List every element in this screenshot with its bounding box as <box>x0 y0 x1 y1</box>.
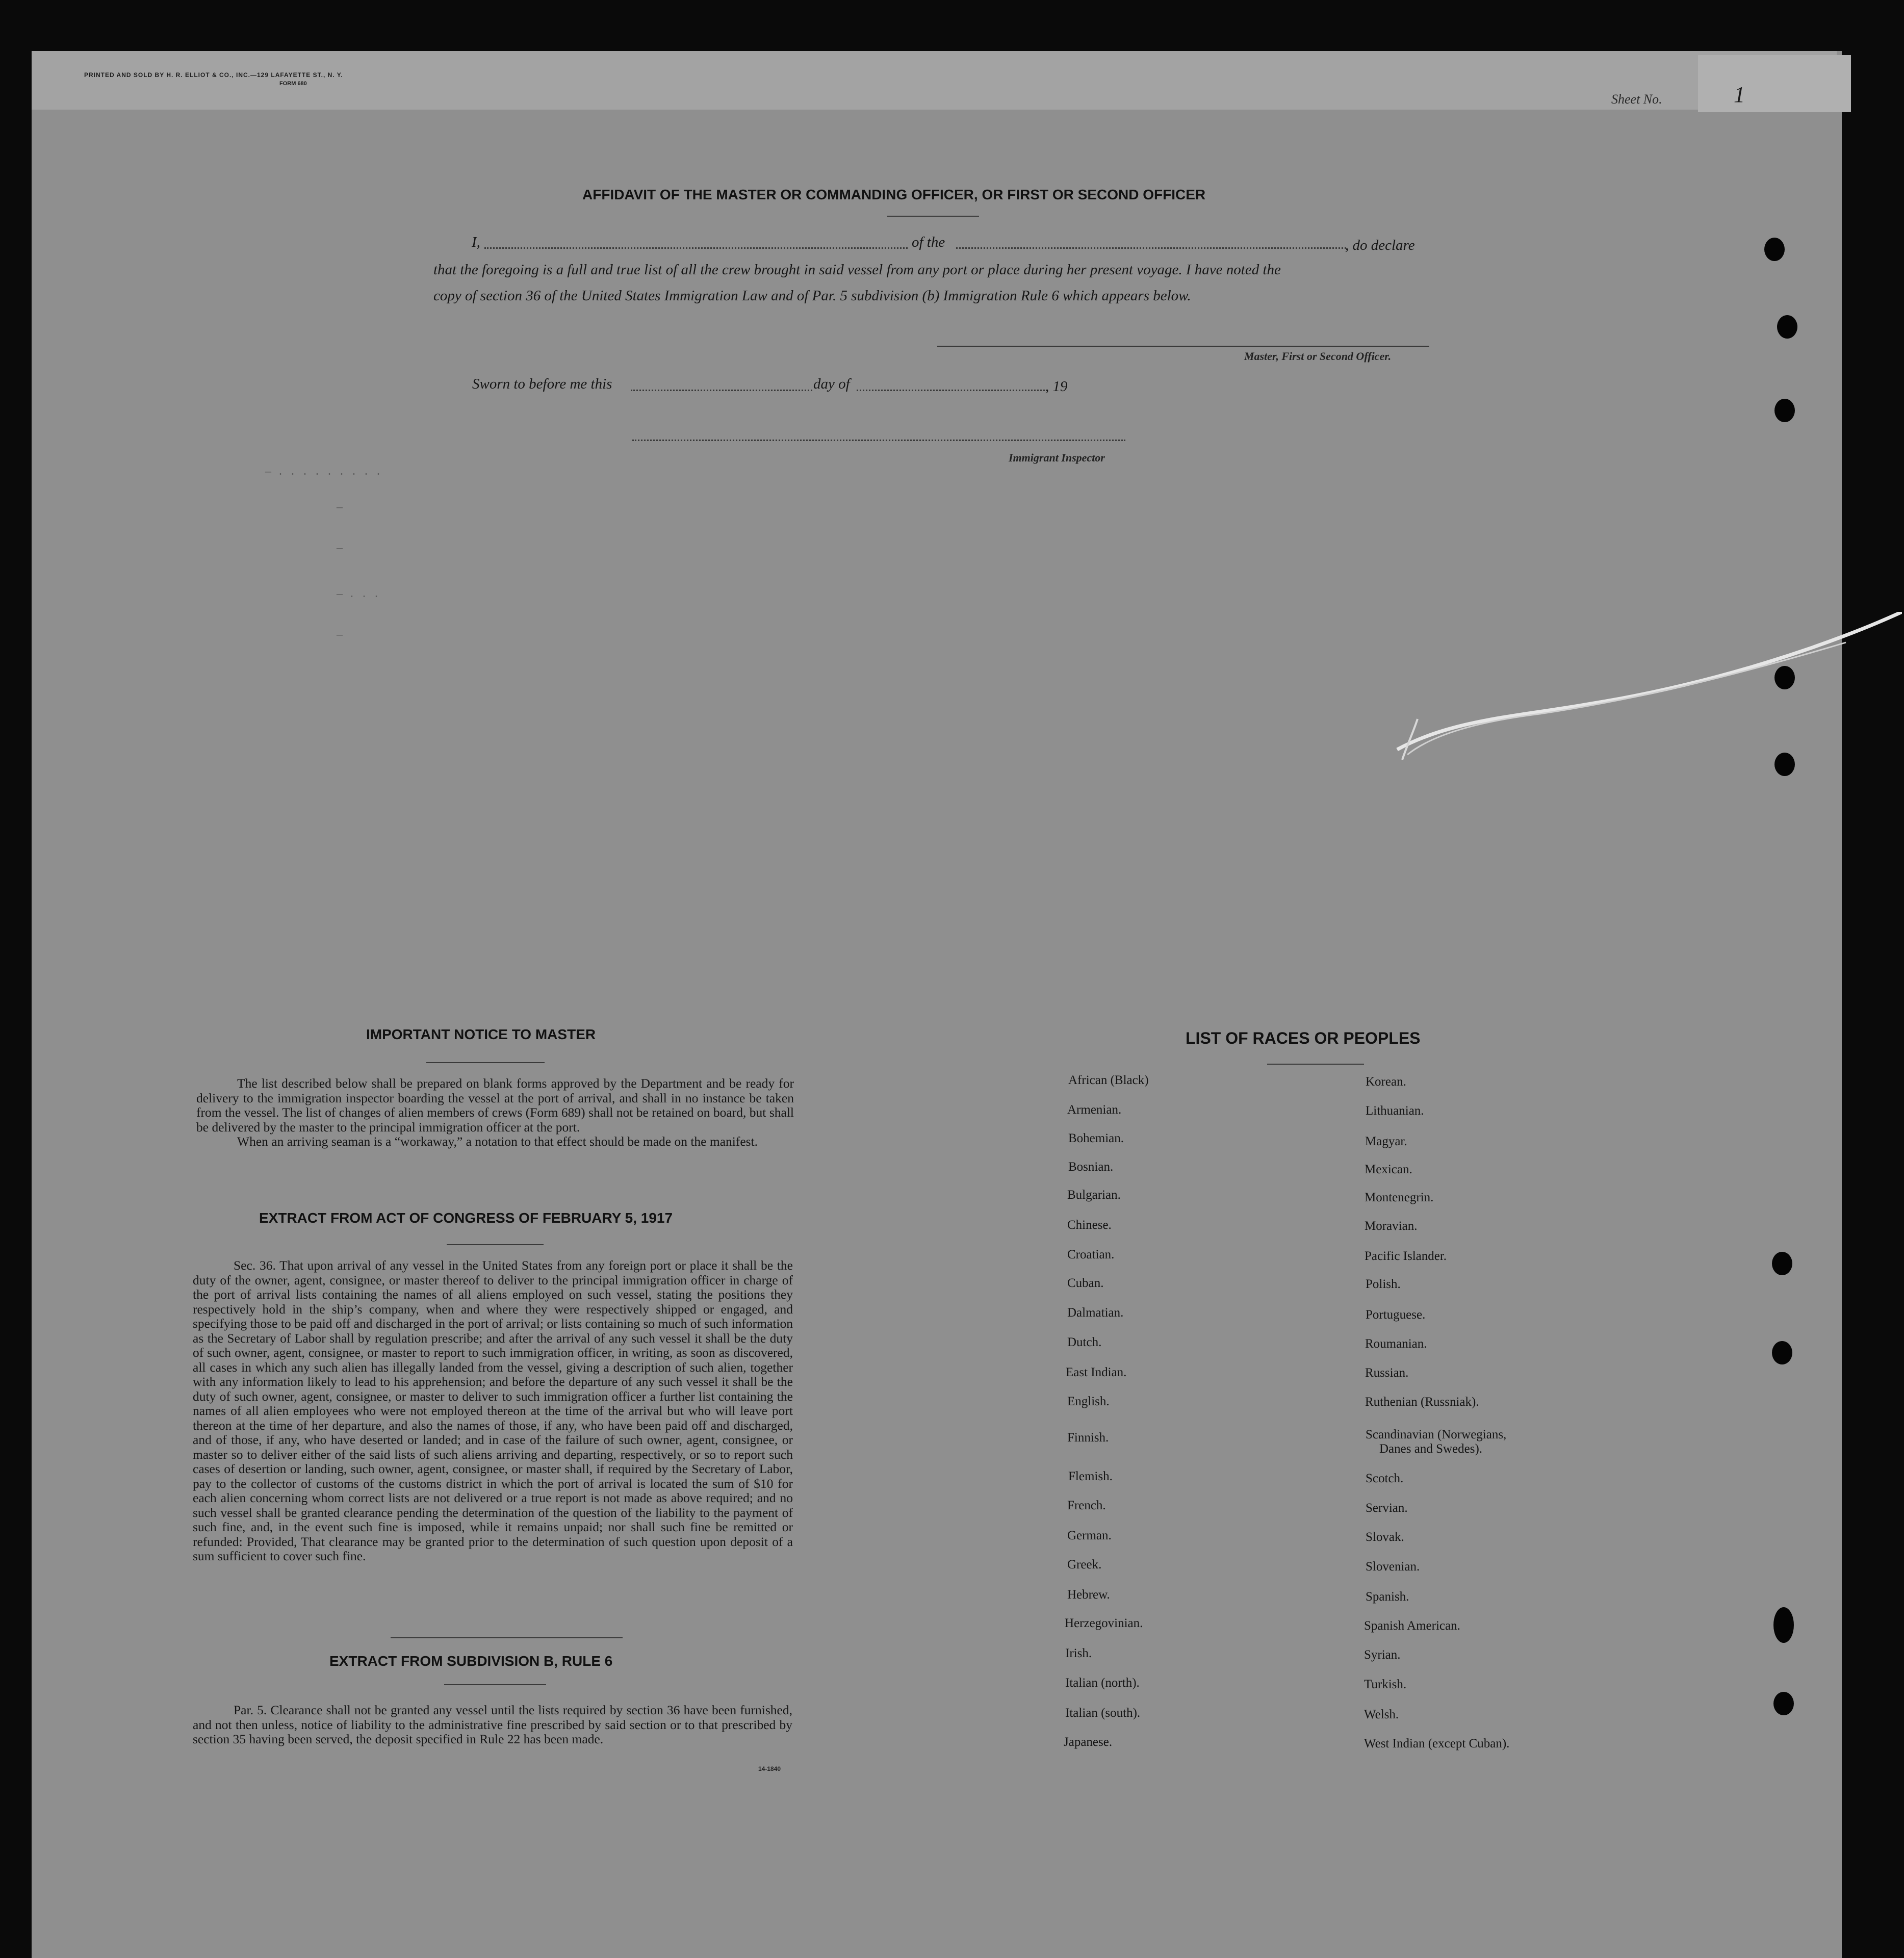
race-list-item: Lithuanian. <box>1366 1104 1424 1118</box>
race-list-item: Turkish. <box>1364 1678 1407 1691</box>
punch-hole <box>1774 399 1795 422</box>
master-name-field[interactable] <box>484 247 908 249</box>
races-title: LIST OF RACES OR PEOPLES <box>1186 1029 1421 1047</box>
race-list-item: Moravian. <box>1365 1219 1418 1233</box>
extract-rule-body <box>193 1703 792 1747</box>
affidavit-title-rule <box>887 216 979 217</box>
race-list-item: West Indian (except Cuban). <box>1364 1737 1510 1750</box>
race-list-item: Slovak. <box>1366 1530 1404 1544</box>
paragraph-5-text: Par. 5. Clearance shall not be granted any vessel until the lists required by section 36 have been furnished, and not then unless, notice of liability to the administrative fine prescribed by said section or to that prescribed by section 35 having been served, the deposit specified in Rule 22 has been made. <box>193 1703 792 1746</box>
race-list-item: Italian (south). <box>1065 1706 1141 1720</box>
race-list-item: German. <box>1067 1529 1112 1542</box>
race-list-item: Spanish American. <box>1364 1619 1460 1633</box>
race-list-item: Syrian. <box>1364 1648 1401 1662</box>
race-list-item: East Indian. <box>1066 1366 1127 1379</box>
sheet-number-label: Sheet No. <box>1611 92 1662 107</box>
punch-hole <box>1777 315 1797 339</box>
bleed-through-text: — <box>337 543 343 555</box>
affidavit-line-1b: of the <box>912 234 945 250</box>
sheet-corner <box>1698 55 1851 112</box>
race-list-item: Irish. <box>1065 1646 1092 1660</box>
affidavit-line-3: copy of section 36 of the United States Immigration Law and of Par. 5 subdivision (b) Immigration Rule 6 which appears below. <box>433 288 1191 304</box>
race-list-item: Korean. <box>1366 1075 1406 1089</box>
race-list-item: Croatian. <box>1067 1248 1115 1261</box>
sworn-month-field[interactable] <box>857 390 1048 391</box>
form-number: FORM 680 <box>279 81 307 87</box>
race-list-item: French. <box>1067 1499 1106 1512</box>
race-list-item: Dalmatian. <box>1067 1306 1124 1320</box>
race-list-item: Spanish. <box>1366 1590 1409 1604</box>
notice-title-rule <box>426 1062 545 1063</box>
race-list-item: Ruthenian (Russniak). <box>1365 1395 1479 1409</box>
race-list-item: Servian. <box>1366 1501 1408 1515</box>
race-list-item: Roumanian. <box>1365 1337 1427 1351</box>
sworn-text-b: day of <box>813 376 850 392</box>
vessel-name-field[interactable] <box>956 247 1346 249</box>
race-list-item: Mexican. <box>1365 1163 1412 1176</box>
extract-act-title: EXTRACT FROM ACT OF CONGRESS OF FEBRUARY 5, 1917 <box>259 1210 673 1226</box>
extract-rule-underline <box>444 1684 546 1685</box>
punch-hole <box>1772 1341 1792 1364</box>
affidavit-line-1a: I, <box>472 234 480 250</box>
sheet-number-value: 1 <box>1734 82 1745 107</box>
race-list-item: Cuban. <box>1067 1276 1104 1290</box>
race-list-item: Dutch. <box>1067 1335 1102 1349</box>
race-list-item: Portuguese. <box>1366 1308 1426 1322</box>
race-list-item: Greek. <box>1067 1558 1102 1571</box>
race-list-item: Welsh. <box>1364 1708 1399 1721</box>
race-list-item: Pacific Islander. <box>1365 1249 1447 1263</box>
races-title-rule <box>1267 1064 1364 1065</box>
punch-hole <box>1773 1607 1794 1643</box>
race-list-item: Danes and Swedes). <box>1379 1442 1483 1456</box>
race-list-item: Flemish. <box>1068 1470 1113 1483</box>
race-list-item: African (Black) <box>1068 1073 1149 1087</box>
affidavit-line-1c: , do declare <box>1345 237 1415 253</box>
race-list-item: Hebrew. <box>1067 1588 1110 1602</box>
race-list-item: Magyar. <box>1365 1135 1407 1148</box>
race-list-item: English. <box>1067 1395 1110 1408</box>
extract-rule-divider <box>391 1637 623 1638</box>
inspector-signature-field[interactable] <box>632 440 1125 441</box>
affidavit-title: AFFIDAVIT OF THE MASTER OR COMMANDING OFFICER, OR FIRST OR SECOND OFFICER <box>582 187 1206 202</box>
race-list-item: Scotch. <box>1366 1472 1404 1485</box>
bleed-through-text: — <box>337 630 343 641</box>
notice-paragraph: When an arriving seaman is a “workaway,” a notation to that effect should be made on the manifest. <box>237 1134 758 1149</box>
race-list-item: Bosnian. <box>1068 1160 1114 1174</box>
race-list-item: Armenian. <box>1067 1103 1122 1117</box>
extract-rule-title: EXTRACT FROM SUBDIVISION B, RULE 6 <box>329 1653 613 1669</box>
form-sheet <box>32 51 1842 1958</box>
race-list-item: Italian (north). <box>1065 1676 1140 1690</box>
race-list-item: Slovenian. <box>1366 1560 1420 1574</box>
race-list-item: Japanese. <box>1064 1735 1113 1749</box>
sworn-text-c: , 19 <box>1045 378 1068 395</box>
section-36-text: Sec. 36. That upon arrival of any vessel in the United States from any foreign port or place it shall be the duty of the owner, agent, consignee, or master thereof to deliver to the principal immigration officer in charge of the port of arrival lists containing the names of all aliens employed on such vessel, stating the positions they respectively hold in the ship’s company, when and where they were respectively shipped or engaged, and specifying those to be paid off and discharged in the port of arrival; or lists containing so much of such information as the Secretary of Labor shall by regulation prescribe; and after the arrival of any such vessel it shall be the duty of such owner, agent, consignee, or master to report to such immigration officer, in writing, as soon as discovered, all cases in which any such alien has illegally landed from the vessel, giving a description of such alien, together with any information likely to lead to his apprehension; and before the departure of any such vessel it shall be the duty of such owner, agent, consignee, or master to deliver to such immigration officer a further list containing the names of all alien employees who were not employed thereon at the time of the arrival but who will leave port thereon at the time of her departure, and also the names of those, if any, who have been paid off and discharged, and of those, if any, who have deserted or landed; and in case of the failure of such owner, agent, consignee, or master so to deliver either of the said lists of such aliens arriving and departing, respectively, or so to report such cases of desertion or landing, such owner, agent, consignee, or master shall, if required by the Secretary of Labor, pay to the collector of customs of the customs district in which the port of arrival is located the sum of $10 for each alien concerning whom correct lists are not delivered or a true report is not made as above required; and no such vessel shall be granted clearance pending the determination of the question of the liability to the payment of such fine, and, in the event such fine is imposed, while it remains unpaid; nor shall such fine be remitted or refunded: Provided, That clearance may be granted prior to the determination of such question upon deposit of a sum sufficient to cover such fine. <box>193 1258 793 1563</box>
sworn-text-a: Sworn to before me this <box>472 376 612 392</box>
race-list-item: Montenegrin. <box>1365 1191 1434 1204</box>
race-list-item: Bohemian. <box>1068 1131 1124 1145</box>
extract-act-rule <box>447 1244 544 1245</box>
bleed-through-text: — . . . . . . . . . <box>265 467 382 478</box>
master-signature-caption: Master, First or Second Officer. <box>1244 350 1392 363</box>
notice-title: IMPORTANT NOTICE TO MASTER <box>366 1026 596 1042</box>
race-list-item: Bulgarian. <box>1067 1188 1121 1202</box>
race-list-item: Chinese. <box>1067 1218 1112 1232</box>
printer-imprint: PRINTED AND SOLD BY H. R. ELLIOT & CO., INC.—129 LAFAYETTE ST., N. Y. <box>84 71 343 79</box>
extract-act-body <box>193 1258 793 1564</box>
race-list-item: Scandinavian (Norwegians, <box>1366 1428 1507 1441</box>
race-list-item: Herzegovinian. <box>1065 1616 1143 1630</box>
bleed-through-text: — <box>337 502 343 514</box>
punch-hole <box>1772 1252 1792 1275</box>
notice-paragraph: The list described below shall be prepared on blank forms approved by the Department and be ready for delivery to the immigration inspector boarding the vessel at the port of arrival, and shall in no instance be taken from the vessel. The list of changes of alien members of crews (Form 689) shall not be retained on board, but shall be delivered by the master to the principal immigration officer at the port. <box>196 1076 794 1135</box>
film-scratch <box>1387 612 1902 765</box>
race-list-item: Russian. <box>1365 1366 1409 1380</box>
affidavit-line-2: that the foregoing is a full and true list of all the crew brought in said vessel from any port or place during her present voyage. I have noted the <box>433 262 1281 278</box>
form-code: 14-1840 <box>758 1765 781 1772</box>
master-signature-line[interactable] <box>937 346 1429 347</box>
race-list-item: Polish. <box>1366 1277 1401 1291</box>
punch-hole <box>1764 238 1785 261</box>
sworn-day-field[interactable] <box>631 390 812 391</box>
notice-body <box>196 1076 794 1149</box>
bleed-through-text: — . . . <box>337 589 380 601</box>
punch-hole <box>1773 1692 1794 1715</box>
inspector-caption: Immigrant Inspector <box>1009 451 1105 464</box>
race-list-item: Finnish. <box>1067 1431 1109 1445</box>
